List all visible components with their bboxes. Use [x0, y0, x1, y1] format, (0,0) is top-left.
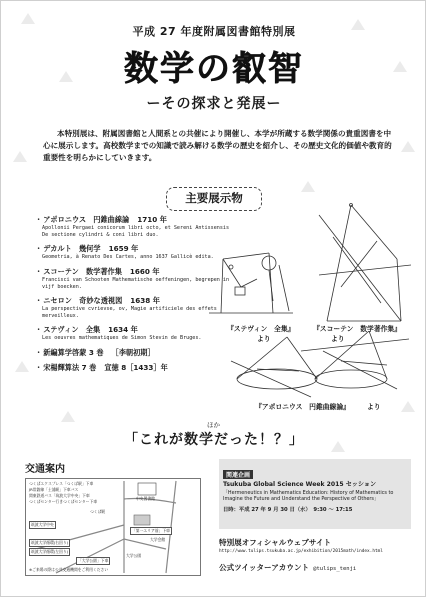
exhibit-year: 1660 年: [129, 266, 160, 276]
exhibit-item: ・アポロニウス 円錐曲線論 1710 年 Apollonii Pergaei conicorum libri octo, et Sereni Antissensis De sectione cylindri & coni libri duo.: [35, 215, 230, 239]
exhibit-item: ・スコーテン 数学著作集 1660 年 Francisci van Schooten Mathematische oeffeningen, begrepen in vijf boecken.: [35, 266, 230, 290]
caption-schooten: 『スコーテン 数学著作集』: [313, 325, 402, 333]
exhibit-year: 宣徳 8［1433］年: [104, 362, 168, 372]
info-column: [219, 459, 411, 573]
decor-triangle: [301, 181, 315, 192]
caption-apollonius: 『アポロニウス 円錐曲線論』: [255, 403, 350, 411]
twitter-row: [219, 562, 411, 573]
exhibit-title: デカルト 幾何学: [43, 244, 101, 254]
exhibit-year: 1634 年: [108, 325, 138, 335]
exhibit-title: スコーテン 数学著作集: [43, 266, 122, 276]
exhibition-title: 数学の叡智: [124, 49, 304, 89]
map-footnote: ※ご来場の際は公共交通機関をご利用ください: [29, 567, 109, 572]
exhibit-desc: Les oeuvres mathematiques de Simon Stevin de Bruges.: [42, 335, 202, 342]
decor-triangle: [61, 411, 75, 422]
exhibit-title: 新編算学啓蒙 3 巻: [43, 347, 104, 357]
map-stop: 「大学公園」下車: [78, 558, 109, 563]
schooten-figure: [319, 204, 411, 322]
exhibition-subtitle: 平成 27 年度附属図書館特別展: [132, 25, 296, 38]
event-tag: 関連企画: [223, 470, 253, 479]
caption-apollonius-suffix: より: [367, 403, 381, 411]
event-description: 「Hermeneutics in Mathematics Education: History of Mathematics to Imagine the Future and Understand the Perspective of Others」: [223, 490, 394, 503]
event-date: 日時：平成 27 年 9 月 30 日（水） 9:30 ～ 17:15: [223, 506, 353, 513]
exhibit-title: 宋楊輝算法 7 巻: [43, 362, 97, 372]
exhibit-year: 1710 年: [137, 215, 167, 224]
exhibit-year: ［李朝初期］: [111, 347, 155, 357]
map-stop: 筑波大学循環(左回り): [31, 549, 69, 554]
access-section: [25, 460, 211, 582]
exhibit-title: ステヴィン 全集: [43, 325, 101, 335]
stevin-figure: [209, 253, 293, 313]
map-library-label: 中央図書館: [136, 496, 155, 501]
map-note: 関東鉄道バス「筑波大学中央」下車: [29, 493, 90, 498]
exhibits-heading: 主要展示物: [166, 187, 262, 211]
website-url[interactable]: http://www.tulips.tsukuba.ac.jp/exhibition/2015math/index.html: [219, 549, 383, 554]
exhibit-item: ・デカルト 幾何学 1659 年 Geometria, à Renato Des Cartes, anno 1637 Gallicè edita.: [35, 244, 231, 261]
exhibit-desc: Francisci van Schooten Mathematische oeffeningen, begrepen in vijf boecken.: [42, 276, 230, 290]
access-map: [25, 478, 201, 576]
exhibit-others: ほか: [207, 421, 220, 429]
map-place: 大学会館: [150, 537, 166, 542]
website-label: 特別展オフィシャルウェブサイト: [219, 538, 332, 547]
twitter-label: 公式ツイッターアカウント: [219, 563, 310, 572]
related-event: [219, 459, 411, 529]
decor-triangle: [401, 141, 415, 152]
exhibit-desc: La perspective cvrievse, ov, Magie artificiele des effets merveilleux.: [42, 306, 217, 320]
exhibit-item: ・新編算学啓蒙 3 巻 ［李朝初期］: [35, 347, 155, 357]
caption-schooten-suffix: より: [331, 335, 345, 343]
event-name: Tsukuba Global Science Week 2015 セッション: [223, 481, 377, 488]
exhibition-tagline: ーその探求と発展ー: [146, 96, 282, 112]
catchphrase: 「これが数学だった！？」: [124, 432, 304, 448]
access-title: 交通案内: [25, 464, 65, 475]
exhibit-year: 1659 年: [108, 244, 139, 254]
exhibit-title: アポロニウス 円錐曲線論: [43, 215, 130, 224]
map-place: 大学公園: [126, 553, 142, 558]
map-stop: 筑波大学循環(右回り): [31, 540, 69, 545]
map-note: つくばエクスプレス「つくば駅」下車: [29, 481, 94, 486]
exhibit-year: 1638 年: [130, 296, 160, 306]
map-stop: 筑波大学中央: [31, 522, 54, 527]
decor-triangle: [15, 361, 29, 372]
map-stop: 「第一エリア前」下車: [132, 528, 170, 533]
illustrations: [201, 201, 415, 415]
map-note: JR常磐線「土浦駅」下車バス: [29, 487, 79, 492]
exhibit-desc: Geometria, à Renato Des Cartes, anno 1637 Gallicè edita.: [42, 254, 214, 261]
exhibit-desc: Apollonii Pergaei conicorum libri octo, et Sereni Antissensis De sectione cylindri & coni libri duo.: [42, 225, 230, 239]
decor-triangle: [13, 151, 27, 162]
exhibit-title: ニセロン 奇妙な透視図: [43, 296, 123, 306]
map-note: つくばセンター行きつくばセンター下車: [29, 499, 98, 504]
exhibit-item: ・宋楊輝算法 7 巻 宣徳 8［1433］年: [35, 362, 168, 372]
geometry-illustrations: [201, 201, 415, 415]
exhibit-item: ・ニセロン 奇妙な透視図 1638 年 La perspective cvrievse, ov, Magie artificiele des effets merveilleux.: [35, 296, 231, 320]
intro-text: 本特別展は、附属図書館と人間系との共催により開催し、本学が所蔵する数学関係の貴重図書を中心に展示します。高校数学までの知識で読み解ける数学の歴史を紹介し、その歴史文化的価値や教育的重要性を明らかにしていきます。: [43, 129, 392, 162]
map-place: つくば駅: [90, 509, 106, 514]
caption-stevin-suffix: より: [257, 335, 271, 343]
exhibit-item: ・ステヴィン 全集 1634 年 Les oeuvres mathematiques de Simon Stevin de Bruges.: [35, 325, 231, 342]
caption-stevin: 『ステヴィン 全集』: [227, 325, 295, 333]
twitter-handle[interactable]: @tulips_tenji: [313, 566, 357, 572]
